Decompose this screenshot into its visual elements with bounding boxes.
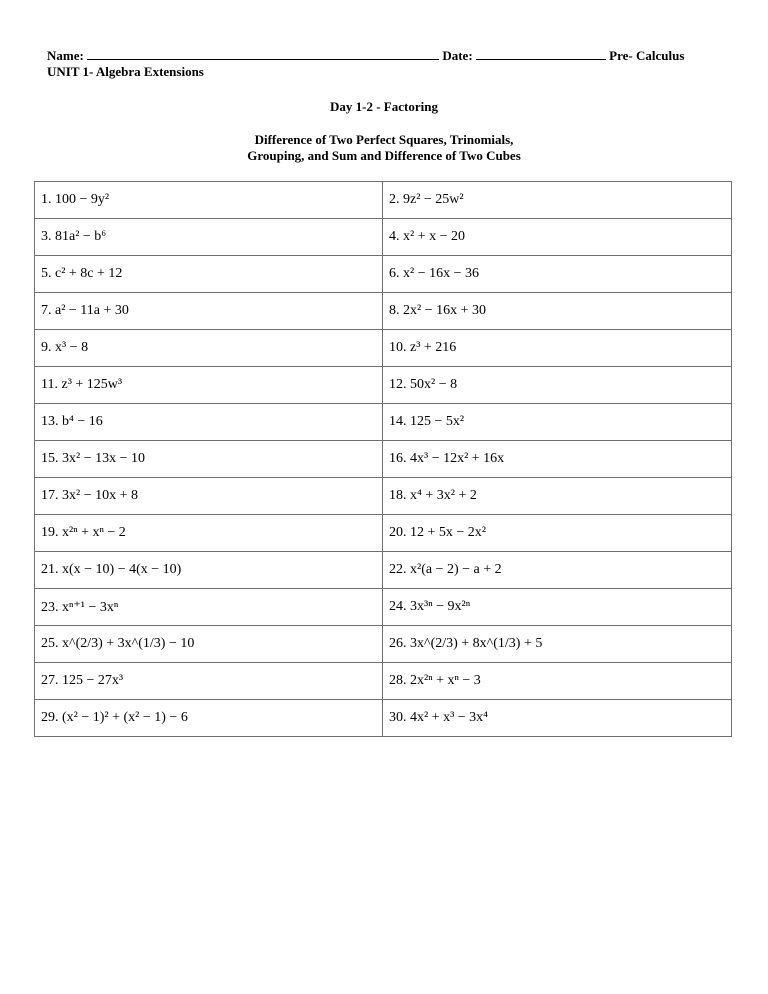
problem-cell: 14. 125 − 5x² (383, 404, 732, 441)
table-row (35, 219, 732, 256)
problem-cell: 26. 3x^(2/3) + 8x^(1/3) + 5 (383, 626, 732, 663)
name-blank[interactable] (87, 47, 439, 60)
problem-cell: 10. z³ + 216 (383, 330, 732, 367)
table-row (35, 256, 732, 293)
problem-cell: 22. x²(a − 2) − a + 2 (383, 552, 732, 589)
name-label: Name: (47, 48, 84, 63)
problem-cell: 11. z³ + 125w³ (35, 367, 383, 404)
table-row (35, 441, 732, 478)
problem-cell: 29. (x² − 1)² + (x² − 1) − 6 (35, 700, 383, 737)
table-row (35, 663, 732, 700)
header-line (47, 47, 684, 64)
table-row (35, 293, 732, 330)
date-blank[interactable] (476, 47, 606, 60)
problem-cell: 2. 9z² − 25w² (383, 182, 732, 219)
table-row (35, 626, 732, 663)
subtitle-line-1: Difference of Two Perfect Squares, Trinomials, (254, 132, 514, 147)
problem-cell: 7. a² − 11a + 30 (35, 293, 383, 330)
problem-cell: 4. x² + x − 20 (383, 219, 732, 256)
problem-cell: 19. x²ⁿ + xⁿ − 2 (35, 515, 383, 552)
table-row (35, 330, 732, 367)
problem-cell: 18. x⁴ + 3x² + 2 (383, 478, 732, 515)
unit-label: UNIT 1- Algebra Extensions (47, 64, 204, 79)
problem-cell: 16. 4x³ − 12x² + 16x (383, 441, 732, 478)
problem-cell: 13. b⁴ − 16 (35, 404, 383, 441)
problem-cell: 20. 12 + 5x − 2x² (383, 515, 732, 552)
problem-cell: 21. x(x − 10) − 4(x − 10) (35, 552, 383, 589)
problem-cell: 5. c² + 8c + 12 (35, 256, 383, 293)
table-row (35, 478, 732, 515)
problem-cell: 3. 81a² − b⁶ (35, 219, 383, 256)
problem-cell: 28. 2x²ⁿ + xⁿ − 3 (383, 663, 732, 700)
problem-cell: 17. 3x² − 10x + 8 (35, 478, 383, 515)
table-row (35, 589, 732, 626)
table-row (35, 700, 732, 737)
problem-cell: 24. 3x³ⁿ − 9x²ⁿ (383, 589, 732, 626)
page-title: Day 1-2 - Factoring (330, 99, 438, 114)
table-row (35, 552, 732, 589)
problem-cell: 23. xⁿ⁺¹ − 3xⁿ (35, 589, 383, 626)
table-row (35, 182, 732, 219)
problem-cell: 6. x² − 16x − 36 (383, 256, 732, 293)
problem-cell: 15. 3x² − 13x − 10 (35, 441, 383, 478)
problem-table (34, 181, 732, 737)
table-row (35, 515, 732, 552)
problem-cell: 8. 2x² − 16x + 30 (383, 293, 732, 330)
problem-cell: 25. x^(2/3) + 3x^(1/3) − 10 (35, 626, 383, 663)
table-row (35, 404, 732, 441)
course-label: Pre- Calculus (609, 48, 685, 63)
subtitle-line-2: Grouping, and Sum and Difference of Two Cubes (247, 148, 521, 163)
problem-cell: 1. 100 − 9y² (35, 182, 383, 219)
problem-cell: 27. 125 − 27x³ (35, 663, 383, 700)
problem-cell: 12. 50x² − 8 (383, 367, 732, 404)
date-label: Date: (442, 48, 473, 63)
problem-cell: 30. 4x² + x³ − 3x⁴ (383, 700, 732, 737)
table-row (35, 367, 732, 404)
problem-cell: 9. x³ − 8 (35, 330, 383, 367)
